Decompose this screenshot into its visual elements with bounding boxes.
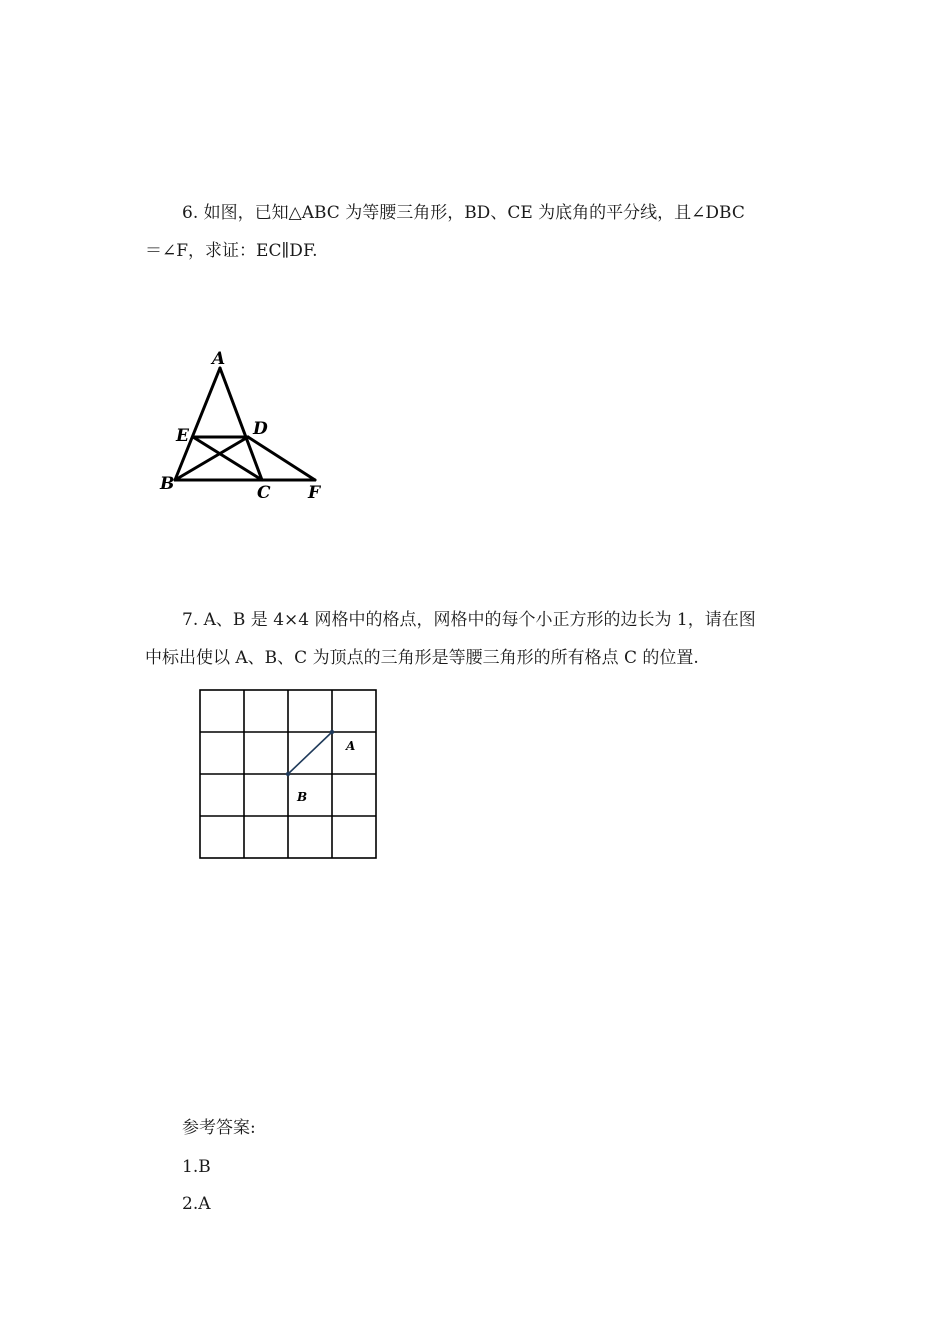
bisector-ce	[193, 437, 262, 480]
question-7-text	[145, 601, 810, 677]
question-6-line-2: ＝∠F，求证：EC∥DF.	[145, 241, 318, 261]
label-a: A	[346, 739, 356, 753]
question-6-line-1: 6. 如图，已知△ABC 为等腰三角形，BD、CE 为底角的平分线，且∠DBC	[182, 203, 745, 223]
question-7-line-2: 中标出使以 A、B、C 为顶点的三角形是等腰三角形的所有格点 C 的位置.	[145, 648, 699, 668]
label-b: B	[160, 474, 175, 494]
label-e: E	[176, 426, 189, 446]
question-6-text	[145, 194, 810, 270]
label-f: F	[308, 483, 321, 503]
point-a	[330, 730, 334, 734]
answer-1: 1.B	[182, 1157, 211, 1177]
segment-ab	[288, 732, 332, 774]
answer-2: 2.A	[182, 1194, 211, 1214]
point-b	[286, 772, 290, 776]
label-b: B	[297, 790, 308, 804]
question-7-line-1: 7. A、B 是 4×4 网格中的格点，网格中的每个小正方形的边长为 1，请在图	[182, 610, 756, 630]
grid-figure	[190, 684, 390, 864]
triangle-figure	[150, 345, 335, 505]
side-ab	[175, 368, 220, 480]
label-d: D	[253, 419, 268, 439]
label-c: C	[257, 483, 271, 503]
label-a: A	[212, 349, 226, 369]
answers-title: 参考答案:	[182, 1118, 256, 1138]
